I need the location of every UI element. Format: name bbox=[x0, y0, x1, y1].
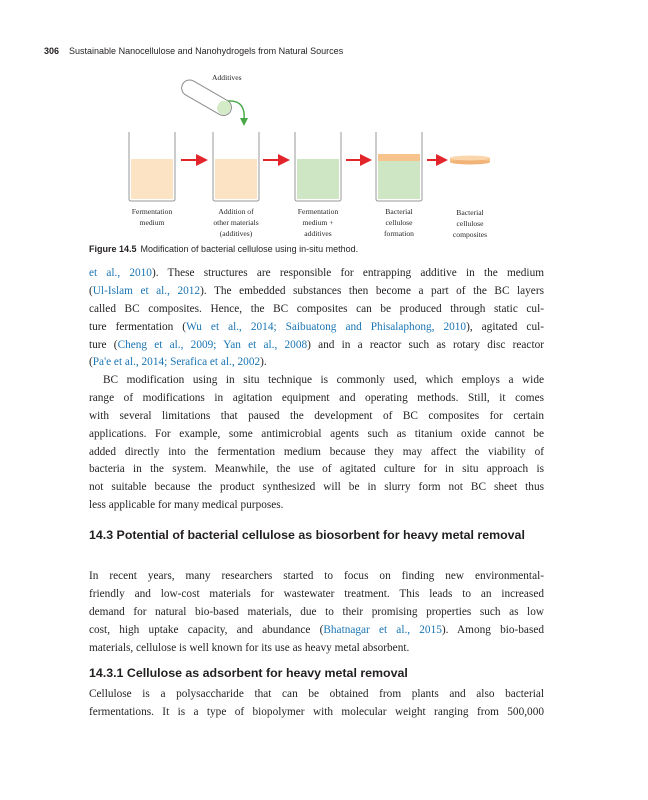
p1-line: ture (Cheng et al., 2009; Yan et al., 2008) and in a reactor such as rotary disc reactor bbox=[89, 338, 544, 351]
paragraph-1 bbox=[89, 265, 544, 372]
citation-link[interactable]: Bhatnagar et al., 2015 bbox=[323, 623, 442, 636]
p1-line: et al., 2010). These structures are responsible for entrapping additive in the medium bbox=[89, 267, 544, 279]
running-title: Sustainable Nanocellulose and Nanohydrogels from Natural Sources bbox=[69, 46, 344, 56]
page-number: 306 bbox=[44, 46, 60, 56]
stage-label-1-line2: medium bbox=[139, 218, 165, 227]
beaker-fermentation-medium bbox=[129, 132, 175, 201]
p1-line: ture fermentation (Wu et al., 2014; Saibuatong and Phisalaphong, 2010), agitated cul- bbox=[89, 320, 544, 333]
paragraph-2 bbox=[89, 372, 544, 515]
p2-line: not suitable because the product synthesized will be in slurry form not BC sheet thus bbox=[89, 481, 544, 494]
additives-test-tube bbox=[179, 73, 242, 118]
green-arrowhead bbox=[240, 118, 248, 126]
p2-line: applications. For example, some antimicrobial agents such as titanium oxide cannot be bbox=[89, 427, 544, 440]
citation-link[interactable]: Pa'e et al., 2014; Serafica et al., 2002 bbox=[92, 356, 261, 369]
stage-label-2-line1: Addition of bbox=[218, 207, 254, 216]
stage-label-2-line2: other materials bbox=[213, 218, 259, 227]
p1-line: called BC composites. Hence, the BC composites can be produced through static cul- bbox=[89, 302, 544, 315]
p2-line: with several limitations that paused the development of BC composites for certain bbox=[89, 409, 544, 422]
p2-line: added directly into the fermentation medium because they may affect the viability of bbox=[89, 445, 544, 458]
p3-line: demand for natural bio-based materials, due to their promising properties such as low bbox=[89, 605, 544, 618]
citation-link[interactable]: et al., 2010 bbox=[89, 267, 152, 279]
paragraph-4 bbox=[89, 686, 544, 722]
figure-caption bbox=[89, 244, 358, 254]
additives-label: Additives bbox=[212, 73, 242, 82]
p2-line: range of modifications in agitation equipment and operating methods. Still, it comes bbox=[89, 391, 544, 404]
stage-label-5-line2: cellulose bbox=[456, 219, 484, 228]
stage-label-5-line1: Bacterial bbox=[456, 208, 484, 217]
p1-line: (Ul-Islam et al., 2012). The embedded substances then become a part of the BC layers bbox=[89, 284, 544, 297]
p3-line: friendly and low-cost materials for wastewater treatment. This leads to an increased bbox=[89, 587, 544, 600]
citation-link[interactable]: Ul-Islam et al., 2012 bbox=[92, 284, 201, 297]
citation-link[interactable]: Cheng et al., 2009; Yan et al., 2008 bbox=[117, 338, 308, 351]
p2-line: BC modification using in situ technique is commonly used, which employs a wide bbox=[103, 374, 544, 386]
p3-line: cost, high uptake capacity, and abundance (Bhatnagar et al., 2015). Among bio-based bbox=[89, 623, 544, 636]
stage-label-1-line1: Fermentation bbox=[131, 207, 173, 216]
subsection-heading: 14.3.1 Cellulose as adsorbent for heavy metal removal bbox=[89, 666, 408, 680]
p4-line: fermentations. It is a type of biopolymer with molecular weight ranging from 500,000 bbox=[89, 705, 544, 718]
beaker-bc-formation bbox=[376, 132, 422, 201]
citation-link[interactable]: Wu et al., 2014; Saibuatong and Phisalaphong, 2010 bbox=[186, 320, 467, 333]
figure-caption-text: Modification of bacterial cellulose using in-situ method. bbox=[140, 244, 359, 254]
p2-line: less applicable for many medical purposes. bbox=[89, 499, 284, 512]
stage-label-4-line3: formation bbox=[384, 229, 414, 238]
p3-line: materials, cellulose is well known for its use as heavy metal absorbent. bbox=[89, 641, 410, 654]
beaker-addition-additives bbox=[213, 132, 259, 201]
p4-line: Cellulose is a polysaccharide that can be obtained from plants and also bacterial bbox=[89, 688, 544, 700]
stage-label-2-line3: (additives) bbox=[219, 229, 253, 238]
bc-composite-disc bbox=[450, 156, 490, 165]
p3-line: In recent years, many researchers started to focus on finding new environmental- bbox=[89, 570, 544, 582]
bc-insitu-figure bbox=[0, 0, 648, 260]
beaker-medium-additives bbox=[295, 132, 341, 201]
p2-line: bacteria in the system. Meanwhile, the use of agitated culture for in situ approach is bbox=[89, 463, 544, 476]
section-heading: 14.3 Potential of bacterial cellulose as biosorbent for heavy metal removal bbox=[89, 528, 525, 542]
stage-label-3-line1: Fermentation bbox=[297, 207, 339, 216]
stage-label-5-line3: composites bbox=[452, 230, 488, 239]
paragraph-3 bbox=[89, 568, 544, 657]
figure-caption-label: Figure 14.5 bbox=[89, 244, 137, 254]
p1-line: (Pa'e et al., 2014; Serafica et al., 2002). bbox=[89, 356, 267, 369]
stage-label-4-line2: cellulose bbox=[385, 218, 413, 227]
stage-label-3-line2: medium + bbox=[302, 218, 334, 227]
stage-label-3-line3: additives bbox=[304, 229, 332, 238]
stage-label-4-line1: Bacterial bbox=[385, 207, 413, 216]
